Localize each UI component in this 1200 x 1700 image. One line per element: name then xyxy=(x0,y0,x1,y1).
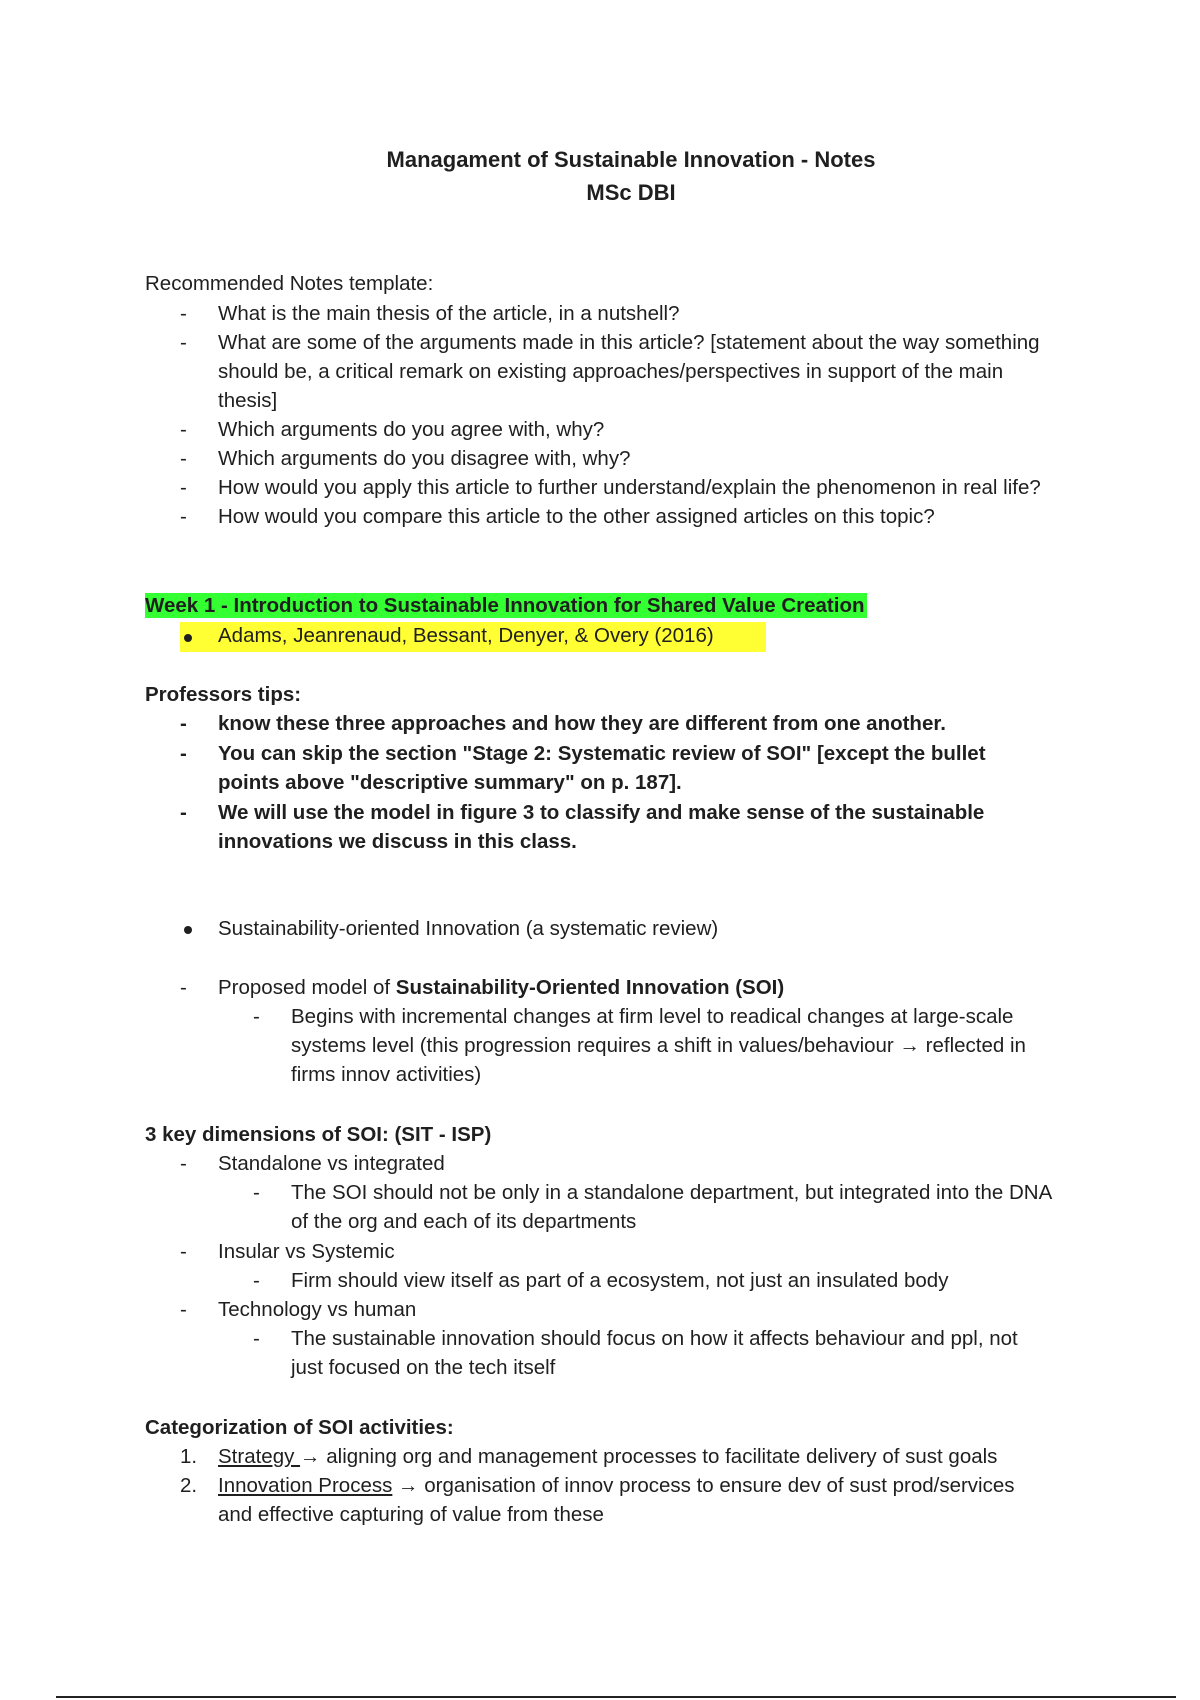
soi-model-term: Sustainability-Oriented Innovation (SOI) xyxy=(395,976,785,999)
tip-line: We will use the model in figure 3 to classify and make sense of the sustainable xyxy=(218,801,985,824)
dimension-detail: Firm should view itself as part of a ecosystem, not just an insulated body xyxy=(291,1269,949,1292)
dimension-detail: The SOI should not be only in a standalone department, but integrated into the DNA xyxy=(291,1181,1053,1204)
category-term: Strategy xyxy=(218,1445,301,1468)
template-item: should be, a critical remark on existing approaches/perspectives in support of the main xyxy=(218,360,1004,383)
bullet-marker xyxy=(184,634,192,642)
dimension-item: Insular vs Systemic xyxy=(218,1240,395,1263)
dash-marker: - xyxy=(180,302,187,325)
template-item: thesis] xyxy=(218,389,278,412)
dimension-detail: just focused on the tech itself xyxy=(291,1356,556,1379)
dash-marker: - xyxy=(180,1152,187,1175)
soi-model-detail: systems level (this progression requires a shift in values/behaviour → reflected in xyxy=(291,1034,1026,1057)
category-item xyxy=(218,1445,997,1469)
bullet-marker xyxy=(184,926,192,934)
template-item: What is the main thesis of the article, in a nutshell? xyxy=(218,302,680,325)
dash-marker: - xyxy=(180,712,187,735)
soi-model-detail: Begins with incremental changes at firm level to readical changes at large-scale xyxy=(291,1005,1014,1028)
dash-marker: - xyxy=(180,331,187,354)
tips-heading: Professors tips: xyxy=(145,683,302,706)
dash-marker: - xyxy=(253,1181,260,1204)
dash-marker: - xyxy=(180,1240,187,1263)
dash-marker: - xyxy=(180,505,187,528)
soi-model-prefix: Proposed model of xyxy=(218,976,396,999)
dash-marker: - xyxy=(253,1269,260,1292)
dash-marker: - xyxy=(180,476,187,499)
dimension-detail: The sustainable innovation should focus on how it affects behaviour and ppl, not xyxy=(291,1327,1018,1350)
template-item: Which arguments do you disagree with, why? xyxy=(218,447,631,470)
dash-marker: - xyxy=(180,447,187,470)
dash-marker: - xyxy=(180,418,187,441)
categorization-heading: Categorization of SOI activities: xyxy=(145,1416,454,1439)
template-item: How would you compare this article to the other assigned articles on this topic? xyxy=(218,505,935,528)
template-item: How would you apply this article to further understand/explain the phenomenon in real life? xyxy=(218,476,1041,499)
category-description: → organisation of innov process to ensure dev of sust prod/services xyxy=(392,1474,1015,1497)
list-number: 2. xyxy=(180,1474,198,1497)
document-subtitle: MSc DBI xyxy=(586,180,676,205)
dimension-item: Standalone vs integrated xyxy=(218,1152,445,1175)
document-title: Managament of Sustainable Innovation - Notes xyxy=(386,147,876,172)
page-bottom-rule xyxy=(56,1696,1176,1698)
soi-article-title: Sustainability-oriented Innovation (a systematic review) xyxy=(218,917,719,940)
dimension-detail: of the org and each of its departments xyxy=(291,1210,637,1233)
template-item: What are some of the arguments made in this article? [statement about the way something xyxy=(218,331,1040,354)
category-description-continued: and effective capturing of value from these xyxy=(218,1503,604,1526)
template-item: Which arguments do you agree with, why? xyxy=(218,418,605,441)
dimensions-heading: 3 key dimensions of SOI: (SIT - ISP) xyxy=(145,1123,492,1146)
tip-line: innovations we discuss in this class. xyxy=(218,830,577,853)
tip-line: You can skip the section "Stage 2: Systematic review of SOI" [except the bullet xyxy=(218,742,986,765)
list-number: 1. xyxy=(180,1445,198,1468)
tip-line: know these three approaches and how they are different from one another. xyxy=(218,712,946,735)
dash-marker: - xyxy=(253,1327,260,1350)
dimension-item: Technology vs human xyxy=(218,1298,417,1321)
week1-reference: Adams, Jeanrenaud, Bessant, Denyer, & Overy (2016) xyxy=(218,624,714,647)
week1-heading: Week 1 - Introduction to Sustainable Innovation for Shared Value Creation xyxy=(145,594,865,617)
template-heading: Recommended Notes template: xyxy=(145,272,434,295)
dash-marker: - xyxy=(180,742,187,765)
dash-marker: - xyxy=(180,976,187,999)
dash-marker: - xyxy=(180,1298,187,1321)
soi-model-line xyxy=(218,976,784,1000)
category-description: → aligning org and management processes to facilitate delivery of sust goals xyxy=(300,1445,998,1468)
category-item xyxy=(218,1474,1015,1498)
dash-marker: - xyxy=(180,801,187,824)
category-term: Innovation Process xyxy=(218,1474,393,1497)
dash-marker: - xyxy=(253,1005,260,1028)
soi-model-detail: firms innov activities) xyxy=(291,1063,482,1086)
tip-line: points above "descriptive summary" on p. 187]. xyxy=(218,771,682,794)
